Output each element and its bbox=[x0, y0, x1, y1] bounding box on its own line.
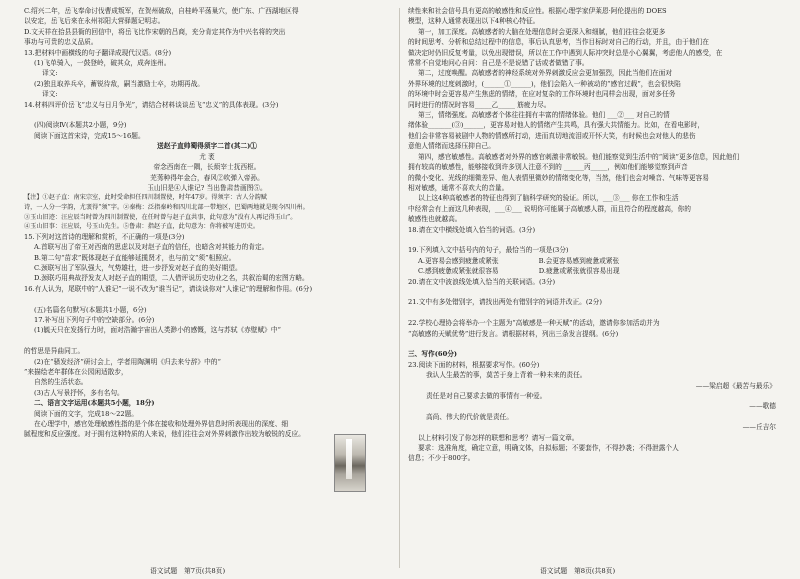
left-text-line: 16.有人认为，尾联中的“人谁记”一说不改为“谁当记”，请谈谈你对“人谁记”的理解和作用。(6分) bbox=[24, 284, 313, 293]
left-text-line: (五)名篇名句默写(本题共1小题，6分) bbox=[34, 305, 147, 314]
left-text-line: ”来描绘老年群体在公园闲适散步， bbox=[24, 367, 128, 376]
left-text-line: (3)古人写景抒怀，多有名句。 bbox=[34, 388, 124, 397]
left-text-line: ④玉山旧事：汪应辰，号玉山先生。⑤鲁肃：指赵子直，此句意为：你将被写进历史。 bbox=[24, 223, 260, 231]
left-text-line: ③玉山旧迹：汪应辰当时曾为四川制置使，在任时曾与赵子直共事，此句意为“没有人再记得玉山”。 bbox=[24, 213, 297, 221]
right-text-line: 信息；不少于800字。 bbox=[408, 454, 475, 463]
right-text-line: 绪体验_______(③)______，更容易对他人的情绪产生共鸣，具有强大共情能力。比如，在看电影时， bbox=[408, 121, 705, 130]
page-divider bbox=[399, 8, 400, 568]
right-text-line: 要求：选准角度，确定立意，明确文体，自拟标题；不要套作，不得抄袭；不得泄露个人 bbox=[418, 444, 679, 453]
right-text-line: 模型，这种人通常表现出以下4种核心特征。 bbox=[408, 17, 540, 26]
left-text-line: 15.下列对这首诗的理解和赏析，不正确的一项是(3分) bbox=[24, 232, 185, 241]
right-text-line: 三、写作(60分) bbox=[408, 350, 458, 359]
right-text-line bbox=[408, 308, 776, 318]
right-text-line: A.更容易会感到疲惫或紧张 B.会更容易感到疲惫或紧张 bbox=[418, 256, 620, 265]
left-text-line: 送赵子直帅蜀得须字二首(其二)① bbox=[157, 142, 257, 151]
right-text-line: 第二，过度唤醒。高敏感者的神经系统对外界刺激反应会更加强烈，因此当他们在面对 bbox=[418, 69, 673, 78]
left-text-line bbox=[24, 336, 390, 346]
left-text-line: 14.材料四评价岳飞“忠义与日月争光”，请结合材料谈谈岳飞“忠义”的具体表现。(3分) bbox=[24, 100, 279, 109]
right-text-line: 同时进行的情况时容易_____乙_____ 筋疲力尽。 bbox=[408, 100, 551, 109]
right-text-line: ——歌德 bbox=[749, 402, 776, 411]
left-text-line bbox=[24, 110, 390, 120]
footer-left: 语文试题 第7页(共8页) bbox=[150, 567, 226, 575]
right-text-line: 拥有较高的敏感性，能够接收到许多别人注意不到的 ______丙_____，例如他们能够觉察到声音 bbox=[408, 163, 688, 172]
left-text-line: 帝念西南在一隅，长烦宰士抚西枢。 bbox=[153, 163, 261, 172]
right-text-line: 第三，情绪强度。高敏感者个体往往拥有丰富的情绪体验。他们 ___②___ 对自己的情 bbox=[418, 111, 670, 120]
right-page bbox=[408, 6, 776, 464]
left-text-line: C.绍兴二年，岳飞奉命讨伐曹成叛军，在贺州破敌，自桂岭平荡巢穴，使广东、广西湖地区得 bbox=[24, 7, 299, 15]
right-text-line: C.感到疲惫或紧张就很容易 D.疲惫或紧张就很容易出现 bbox=[418, 267, 620, 276]
left-text-line bbox=[24, 294, 390, 304]
left-text-line: 自然的生活状态。 bbox=[34, 378, 88, 387]
right-text-line: 的时间思考、分析和总结过程中的信息，事后认真思考，当作目标时对自己的行动，并且，由于他们在 bbox=[408, 38, 709, 47]
left-text-line: A.首联写出了帝王对西南的思虑以及对赵子直的信任，也暗含对其能力的肯定。 bbox=[34, 243, 269, 252]
right-text-line: ——梁启超《最苦与最乐》 bbox=[695, 381, 776, 390]
right-text-line: 责任是对自己要求去做的事情有一种爱。 bbox=[426, 392, 547, 401]
right-text-line: 常常不自觉地问心自问：自己是不是说错了话或者做错了事。 bbox=[408, 59, 589, 68]
left-text-line: 译文: bbox=[42, 69, 58, 78]
left-text-line: 诗，一人分一字韵，尤袤得“须”字。②秦梅：泛指秦岭和四川北部一带地区，巴蜀两地就是现今四川州。 bbox=[24, 203, 309, 211]
waterfall-illustration bbox=[334, 434, 366, 492]
left-text-line: (1)飞单骑入，一鼓登岭，破其众，成奔连州。 bbox=[34, 59, 171, 68]
right-text-line bbox=[408, 339, 776, 349]
right-text-line: 高尚、伟大的代价就是责任。 bbox=[426, 412, 513, 421]
left-text-line: 腻程度和反应强度。对于拥有这种特质的人来说，他们往往会对外界刺激作出较为敏锐的反应。 bbox=[24, 430, 305, 439]
right-text-line: 的微小变化、光线的细微差异、他人表情里微妙的情绪变化等，当然，他们也会对噪音、气味等更容易 bbox=[408, 173, 709, 182]
right-text-line: 第一，加工深度。高敏感者的大脑在处理信息时会更深入和细腻，他们往往会花更多 bbox=[418, 27, 666, 36]
left-text-line: B.第二句“苗求”既体现赵子直能够延揽贤才，也与前文“须”相照应。 bbox=[34, 253, 236, 262]
left-text-line: (2)在“骚发经济”研讨会上，学者用陶渊明《归去来兮辞》中的“ bbox=[34, 357, 221, 366]
right-text-line: 续性来和社会信号具有更高的敏感性和反应性。根据心理学家伊莱恩·阿伦提出的 DOES bbox=[408, 7, 667, 15]
right-text-line: 第四，感官敏感性。高敏感者对外界的感官刺激非常敏锐。他们能察觉到生活中的“阅读”更多信息，因此他们 bbox=[418, 152, 740, 161]
footer-right: 语文试题 第8页(共8页) bbox=[540, 567, 616, 575]
right-text-line: 相对敏感，通常不喜欢大的音量。 bbox=[408, 183, 509, 192]
right-text-line: 21.文中有多处错别字，请找出两处有错别字的词语并改正。(2分) bbox=[408, 298, 602, 307]
right-text-line: 意他人情绪而选择压抑自己。 bbox=[408, 142, 495, 151]
left-text-line: 译文: bbox=[42, 90, 58, 99]
left-text-line: (四)阅读Ⅳ(本题共2小题，9分) bbox=[34, 121, 127, 130]
right-text-line: 20.请在文中波浪线处填入恰当的关联词语。(3分) bbox=[408, 277, 556, 286]
left-text-line: 17.补写出下列句子中的空缺部分。(6分) bbox=[34, 315, 155, 324]
left-text-line: 阅读下面这首宋诗，完成15～16题。 bbox=[34, 131, 145, 140]
left-text-line: D.颈联巧用典故抒发友人对赵子直的期望，二人借评说历史功业之名，共叙治蜀的宏图方略。 bbox=[34, 274, 309, 283]
right-text-line: 他们会非常容易被剧中人物的情感所打动，进而真切地流泪或开怀大笑，有时候也会对他人的悲伤 bbox=[408, 131, 696, 140]
left-text-line: D.文天祥在拾县县衙的回信中，将岳飞比作宋朝的吕商，充分肯定其作为中兴名将的突出 bbox=[24, 27, 286, 36]
right-text-line: ——丘吉尔 bbox=[742, 423, 776, 432]
right-text-line: 外界环境的过度刺激时，(______①______)，他们会陷入一种被动的“感官过载”，也会很快陷 bbox=[408, 79, 681, 88]
left-page bbox=[24, 6, 390, 440]
left-text-line: 尤 袤 bbox=[199, 152, 215, 161]
right-text-line: 我认人生最苦的事，莫苦于身上背着一种未来的责任。 bbox=[426, 371, 587, 380]
right-text-line: 以上材料引发了你怎样的联想和思考？请写一篇文章。 bbox=[418, 433, 579, 442]
left-text-line: 二、语言文字运用(本题共5小题，18分) bbox=[34, 399, 155, 408]
left-text-line: 芜莠种得年金合，春风②吹弹入帝孙。 bbox=[150, 173, 264, 182]
left-text-line: 以安定，岳飞后来在永州祁阳大营驿题记明志。 bbox=[24, 17, 165, 26]
left-text-line: C.颈联写出了军队强大，气势雄壮，进一步抒发对赵子直的美好期望。 bbox=[34, 263, 242, 272]
left-text-line: (2)独且取养兵卒，蓄锐待敌，嗣当激励士卒，功期再战。 bbox=[34, 79, 204, 88]
left-text-line: 【注】①赵子直：南宋宗室，此时受命担任四川制置使，时年47岁。得须字：古人分韵赋 bbox=[24, 194, 267, 202]
right-text-line bbox=[408, 235, 776, 245]
left-text-line: 阅读下面的文字，完成18～22题。 bbox=[34, 409, 138, 418]
right-text-line: 敏感性也就越高。 bbox=[408, 215, 462, 224]
right-text-line: 18.请在文中横线处填入恰当的词语。(3分) bbox=[408, 225, 536, 234]
right-text-line: 19.下列填入文中括号内的句子，最恰当的一项是(3分) bbox=[408, 246, 569, 255]
right-text-line: 23.阅读下面的材料，根据要求写作。(60分) bbox=[408, 360, 540, 369]
right-text-line: “高敏感的天赋优势”进行发言。请根据材料，列出三条发言提纲。(6分) bbox=[408, 329, 619, 338]
left-text-line: (1)毓天只在发扬行力时，面对浩瀚宇宙出人类渺小的感慨，这与苏轼《赤壁赋》中“ bbox=[34, 326, 281, 335]
left-text-line: 的哲思是异曲同工。 bbox=[24, 347, 85, 356]
right-text-line: 以上这4种高敏感者的特征也得到了脑科学研究的验证。所以，___③___ 你在工作和生活 bbox=[418, 194, 679, 203]
left-text-line: 事功与可贵的忠义品质。 bbox=[24, 38, 98, 47]
right-text-line bbox=[408, 287, 776, 297]
right-text-line: 的环境中时会更容易产生焦虑的情绪，在应对复杂的工作环境时也同样会出现，面对多任务 bbox=[408, 90, 676, 99]
left-text-line: 在心理学中，感官处理敏感性指的是个体在接收和处理外界信息时所表现出的深度、细 bbox=[34, 420, 289, 428]
right-text-line: 做决定时仍旧反复考量，以免出现错误，所以在工作中遇到人际冲突时总是小心翼翼，考虑他人的感受，在 bbox=[408, 48, 723, 57]
right-text-line: 中经常会有上面这几种表现，___④___ 说明你可能属于高敏感人群，而且符合的程度越高，你的 bbox=[408, 204, 691, 213]
right-text-line: 22.学校心理协会将举办一个主题为“高敏感是一种天赋”的活动，邀请你参加活动并为 bbox=[408, 319, 660, 328]
left-text-line: 玉山旧是④人谁记? 当出鲁肃昔画图⑤。 bbox=[147, 183, 267, 192]
left-text-line: 13.把材料中画横线的句子翻译成现代汉语。(8分) bbox=[24, 48, 172, 57]
